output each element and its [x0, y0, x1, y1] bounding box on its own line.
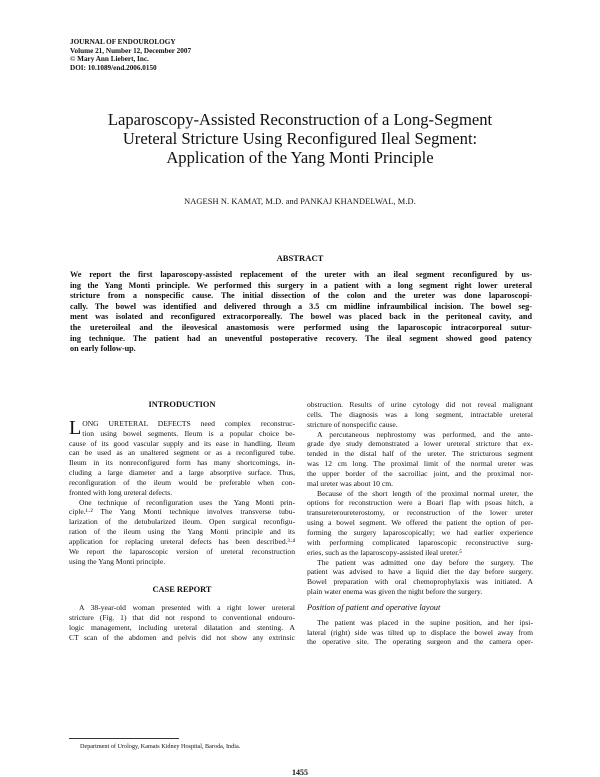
journal-info: [70, 38, 191, 72]
text-line: tion using bowel segments. Ileum is a popular choice be-: [82, 428, 295, 438]
text-line: tended in the distal half of the ureter. The stricturous segment: [307, 449, 533, 459]
paragraph: [307, 558, 533, 597]
journal-doi: DOI: 10.1089/end.2006.0150: [70, 63, 157, 72]
case-report-paragraph-1: [69, 603, 295, 642]
text-line: fronted with long ureteral defects.: [69, 487, 173, 497]
text-line: eries, such as the laparoscopy-assisted ileal ureter.⁵: [307, 547, 462, 557]
abstract-heading: ABSTRACT: [276, 253, 324, 263]
text-line: larization of the detubularized ileum. Open surgical reconfigu-: [69, 517, 295, 527]
abstract-line: the ureteroileal and the ileovesical anastomosis were performed using the laparoscopic intracorporeal sutur-: [70, 322, 532, 332]
introduction-paragraph-1: [69, 416, 295, 498]
text-line: was 12 cm long. The proximal limit of the normal ureter was: [307, 459, 533, 469]
intro-p1-rest: [69, 439, 295, 498]
text-line: mal ureter was about 10 cm.: [307, 478, 394, 488]
abstract-body: [70, 270, 532, 355]
text-line: grade dye study demonstrated a lower ureteral stricture that ex-: [307, 439, 533, 449]
abstract-line: ment was isolated and reconfigured extracorporeally. The bowel was placed back in the peritoneal cavity, and: [70, 312, 532, 322]
footnote-rule: [69, 738, 179, 739]
text-line: Because of the short length of the proximal normal ureter, the: [317, 488, 533, 498]
text-line: the upper border of the sacroiliac joint, and the proximal nor-: [307, 468, 533, 478]
text-line: using the Yang Monti principle.: [69, 556, 166, 566]
journal-copyright: © Mary Ann Liebert, Inc.: [70, 55, 149, 64]
text-line: cause of its good vascular supply and its ease in handling. Ileum: [69, 438, 295, 448]
text-line: reconfiguration of the ileum would be preferable when con-: [69, 477, 295, 487]
article-title: [60, 110, 540, 167]
paragraph: [307, 430, 533, 489]
text-line: patient was advised to have a liquid diet the day before surgery.: [307, 567, 533, 577]
introduction-heading: INTRODUCTION: [148, 400, 216, 409]
title-line-1: Laparoscopy-Assisted Reconstruction of a Long-Segment: [107, 110, 493, 129]
text-line: ration of the ileum using the Yang Monti principle and its: [69, 527, 295, 537]
text-line: cluding a large diameter and a large absorptive surface. Thus,: [69, 468, 295, 478]
authors: NAGESH N. KAMAT, M.D. and PANKAJ KHANDELWAL, M.D.: [184, 197, 416, 206]
abstract-line: cally. The bowel was identified and delivered through a 3.5 cm midline infraumbilical incision. The bowel seg-: [70, 301, 532, 311]
text-line: stricture (Fig. 1) that did not respond to conventional endouro-: [69, 613, 295, 623]
page-number: 1455: [292, 768, 308, 777]
subheading-position-of-patient: Position of patient and operative layout: [307, 602, 441, 612]
paragraph: [307, 400, 533, 430]
text-line: One technique of reconfiguration uses the Yang Monti prin-: [79, 497, 295, 507]
text-line: The patient was admitted one day before the surgery. The: [317, 557, 533, 567]
text-line: application for replacing ureteral defects has been described.³·⁴: [69, 536, 295, 546]
text-line: cells. The diagnosis was a long segment, intractable ureteral: [307, 409, 533, 419]
text-line: plain water enema was given the night before the surgery.: [307, 587, 483, 597]
left-column: [69, 400, 295, 643]
drop-cap: L: [69, 416, 82, 439]
text-line: A percutaneous nephrostomy was performed, and the ante-: [317, 429, 533, 439]
text-line: Ileum in its nonreconfigured form has many shortcomings, in-: [69, 458, 295, 468]
abstract-line: on early follow-up.: [70, 344, 136, 354]
text-line: Bowel preparation with oral chemoprophylaxis was initiated. A: [307, 577, 533, 587]
paragraph: [307, 618, 533, 648]
text-line: obstruction. Results of urine cytology did not reveal malignant: [307, 400, 533, 409]
text-line: We report the laparoscopic version of ureteral reconstruction: [69, 546, 295, 556]
case-report-heading: CASE REPORT: [152, 584, 212, 594]
title-line-3: Application of the Yang Monti Principle: [166, 148, 434, 167]
paragraph: [307, 489, 533, 558]
introduction-paragraph-2: [69, 498, 295, 567]
abstract-line: stricture from a nonspecific cause. The initial dissection of the colon and the ureter was done laparoscopi-: [70, 291, 532, 301]
footnote-affiliation: Department of Urology, Kamats Kidney Hospital, Baroda, India.: [80, 743, 241, 750]
abstract-line: ing the Yang Monti principle. We performed this surgery in a patient with a long segment right lower ureteral: [70, 280, 532, 290]
text-line: lateral (right) side was tilted up to displace the bowel away from: [307, 627, 533, 637]
text-line: ciple.¹·² The Yang Monti technique involves transverse tubu-: [69, 507, 295, 517]
text-line: stricture of nonspecific cause.: [307, 419, 398, 429]
text-line: forming the surgery laparoscopically; we had earlier experience: [307, 527, 533, 537]
title-line-2: Ureteral Stricture Using Reconfigured Ileal Segment:: [122, 129, 478, 148]
text-line: with performing complicated laparoscopic reconstructive surg-: [307, 537, 533, 547]
text-line: transureteroureterostomy, or reconstruction of the lower ureter: [307, 508, 533, 518]
text-line: the operative site. The operating surgeon and the camera oper-: [307, 637, 533, 647]
abstract-line: We report the first laparoscopy-assisted replacement of the ureter with an ileal segment reconfigured by us-: [70, 270, 532, 279]
journal-volume: Volume 21, Number 12, December 2007: [70, 46, 192, 55]
right-column: [307, 400, 533, 647]
text-line: A 38-year-old woman presented with a right lower ureteral: [79, 603, 295, 613]
journal-name: JOURNAL OF ENDOUROLOGY: [70, 38, 176, 46]
text-line: logic management, including ureteral dilatation and stenting. A: [69, 623, 295, 633]
text-line: The patient was placed in the supine position, and her ipsi-: [317, 617, 533, 627]
abstract-line: ing technique. The patient had an uneventful postoperative recovery. The ileal segment showed good patency: [70, 333, 532, 343]
text-line: ONG URETERAL DEFECTS need complex reconstruc-: [82, 418, 295, 428]
text-line: can be used as an unaltered segment or as a reconfigured tube.: [69, 448, 295, 458]
text-line: options for reconstruction were a Boari flap with psoas hitch, a: [307, 498, 533, 508]
text-line: CT scan of the abdomen and pelvis did not show any extrinsic: [69, 632, 295, 642]
text-line: using a bowel segment. We offered the patient the option of per-: [307, 518, 533, 528]
